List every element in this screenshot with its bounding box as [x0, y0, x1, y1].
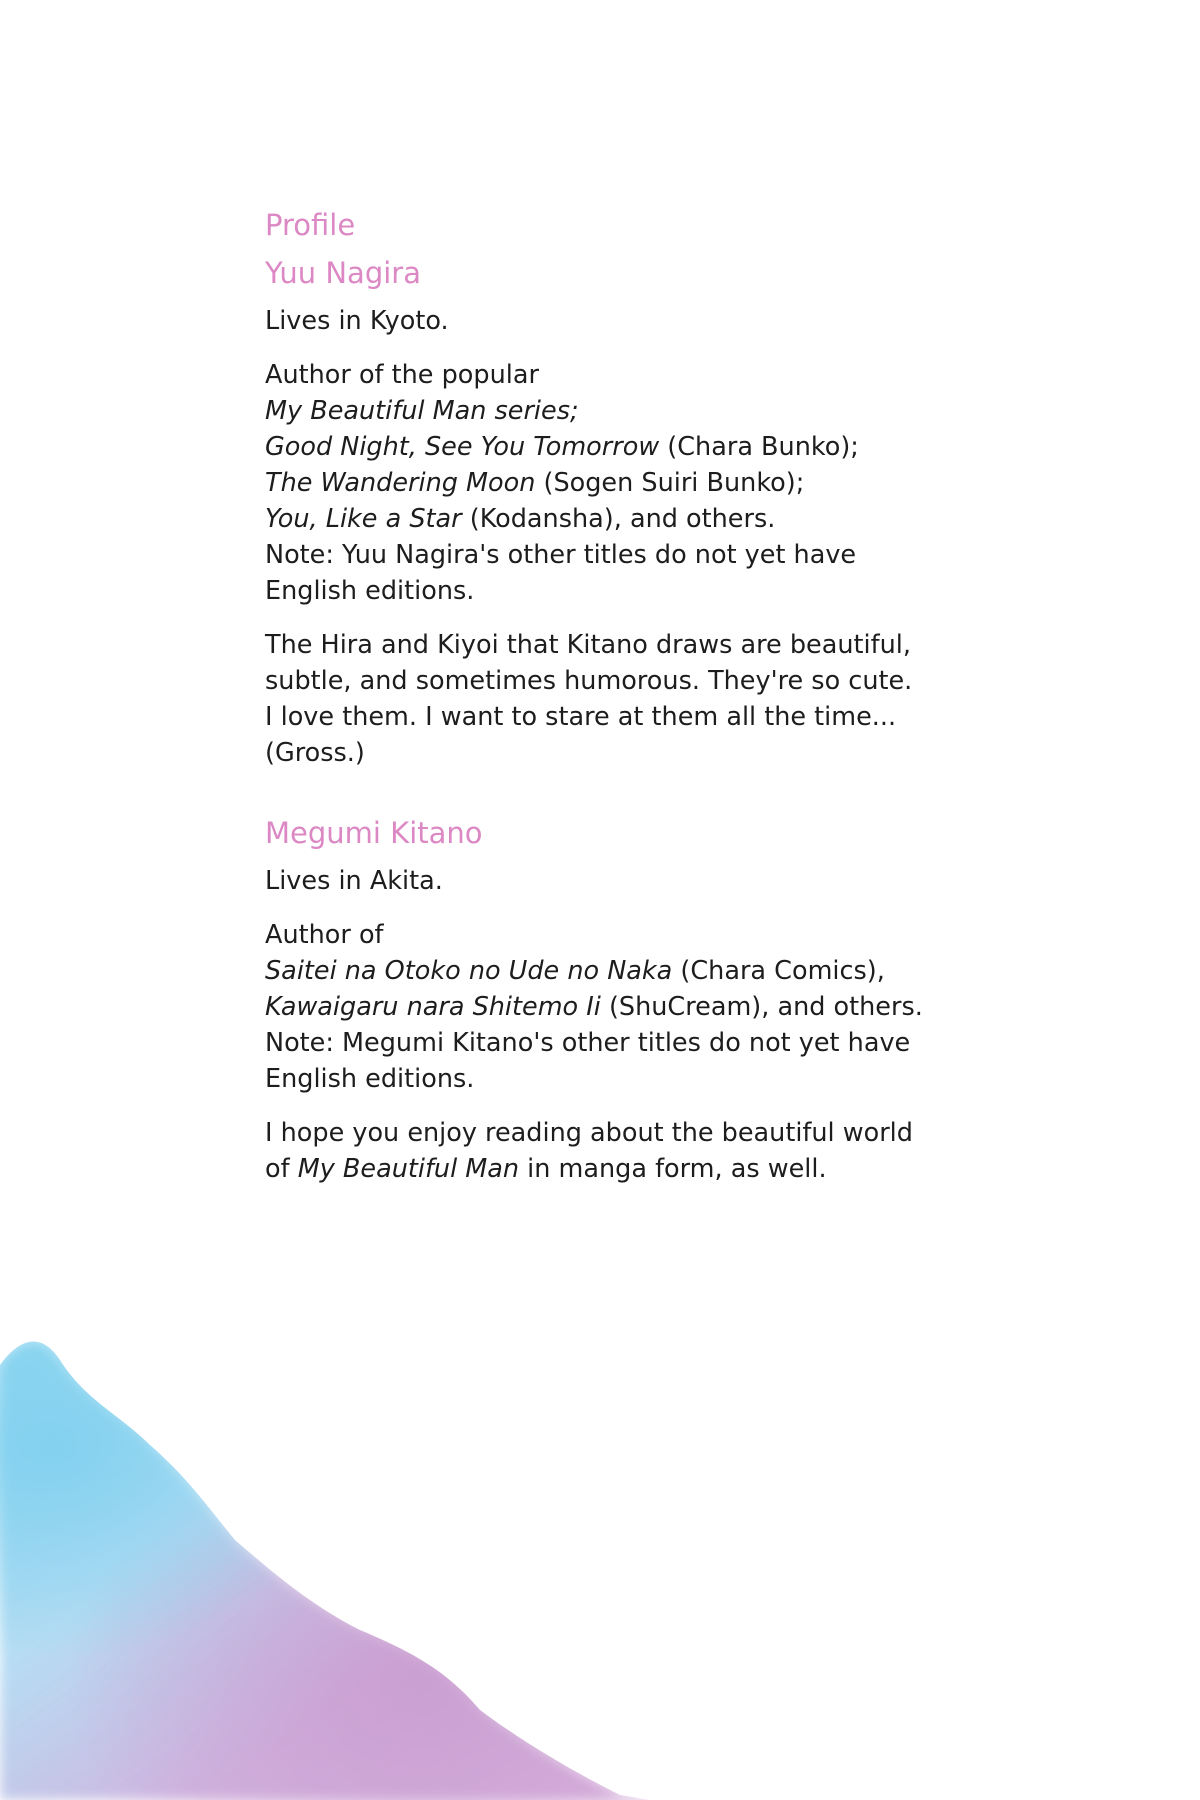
note-line-2: English editions. — [265, 1064, 475, 1094]
watercolor-svg — [0, 1330, 650, 1800]
work-line — [265, 501, 985, 537]
work-title: Kawaigaru nara Shitemo Ii — [265, 992, 601, 1022]
comment-line: subtle, and sometimes humorous. They're so cute. — [265, 666, 913, 696]
work-line — [265, 429, 985, 465]
works-paragraph — [265, 917, 985, 1097]
work-title: You, Like a Star — [265, 504, 462, 534]
author-block-megumi-kitano — [265, 813, 985, 1187]
work-line — [265, 465, 985, 501]
watercolor-mask — [0, 1330, 650, 1800]
comment-paragraph — [265, 627, 985, 771]
comment-paragraph — [265, 1115, 985, 1187]
note-line-1: Note: Yuu Nagira's other titles do not yet have — [265, 540, 857, 570]
work-title: Saitei na Otoko no Ude no Naka — [265, 956, 673, 986]
watercolor-blue-bloom — [0, 1330, 650, 1800]
note-line-1: Note: Megumi Kitano's other titles do not yet have — [265, 1028, 911, 1058]
comment-prefix: of — [265, 1154, 298, 1184]
note-line-2: English editions. — [265, 576, 475, 606]
profile-heading: Profile — [265, 208, 356, 242]
works-paragraph — [265, 357, 985, 609]
work-title: My Beautiful Man series; — [265, 396, 579, 426]
work-publisher: (Chara Comics), — [672, 956, 885, 986]
work-publisher: (Chara Bunko); — [659, 432, 859, 462]
comment-title: My Beautiful Man — [297, 1154, 520, 1184]
work-publisher: (Kodansha), and others. — [461, 504, 776, 534]
comment-suffix: in manga form, as well. — [519, 1154, 827, 1184]
watercolor-wash — [0, 1341, 650, 1800]
author-name: Yuu Nagira — [265, 256, 421, 290]
comment-line: (Gross.) — [265, 738, 365, 768]
comment-line: I love them. I want to stare at them all the time... — [265, 702, 897, 732]
profile-section — [265, 205, 985, 1205]
residence-text: Lives in Kyoto. — [265, 306, 449, 336]
watercolor-lilac-bloom — [0, 1330, 650, 1800]
residence-text: Lives in Akita. — [265, 866, 443, 896]
author-name: Megumi Kitano — [265, 816, 483, 850]
spacer — [265, 789, 985, 813]
work-line — [265, 989, 985, 1025]
watercolor-decoration — [0, 1330, 650, 1800]
comment-line: I hope you enjoy reading about the beautiful world — [265, 1118, 913, 1148]
work-title: The Wandering Moon — [265, 468, 536, 498]
comment-line: The Hira and Kiyoi that Kitano draws are beautiful, — [265, 630, 911, 660]
work-line — [265, 393, 985, 429]
works-intro: Author of the popular — [265, 360, 539, 390]
work-title: Good Night, See You Tomorrow — [265, 432, 660, 462]
work-line — [265, 953, 985, 989]
works-intro: Author of — [265, 920, 384, 950]
work-publisher: (Sogen Suiri Bunko); — [535, 468, 805, 498]
author-block-yuu-nagira — [265, 253, 985, 771]
work-publisher: (ShuCream), and others. — [600, 992, 923, 1022]
comment-line — [265, 1151, 985, 1187]
